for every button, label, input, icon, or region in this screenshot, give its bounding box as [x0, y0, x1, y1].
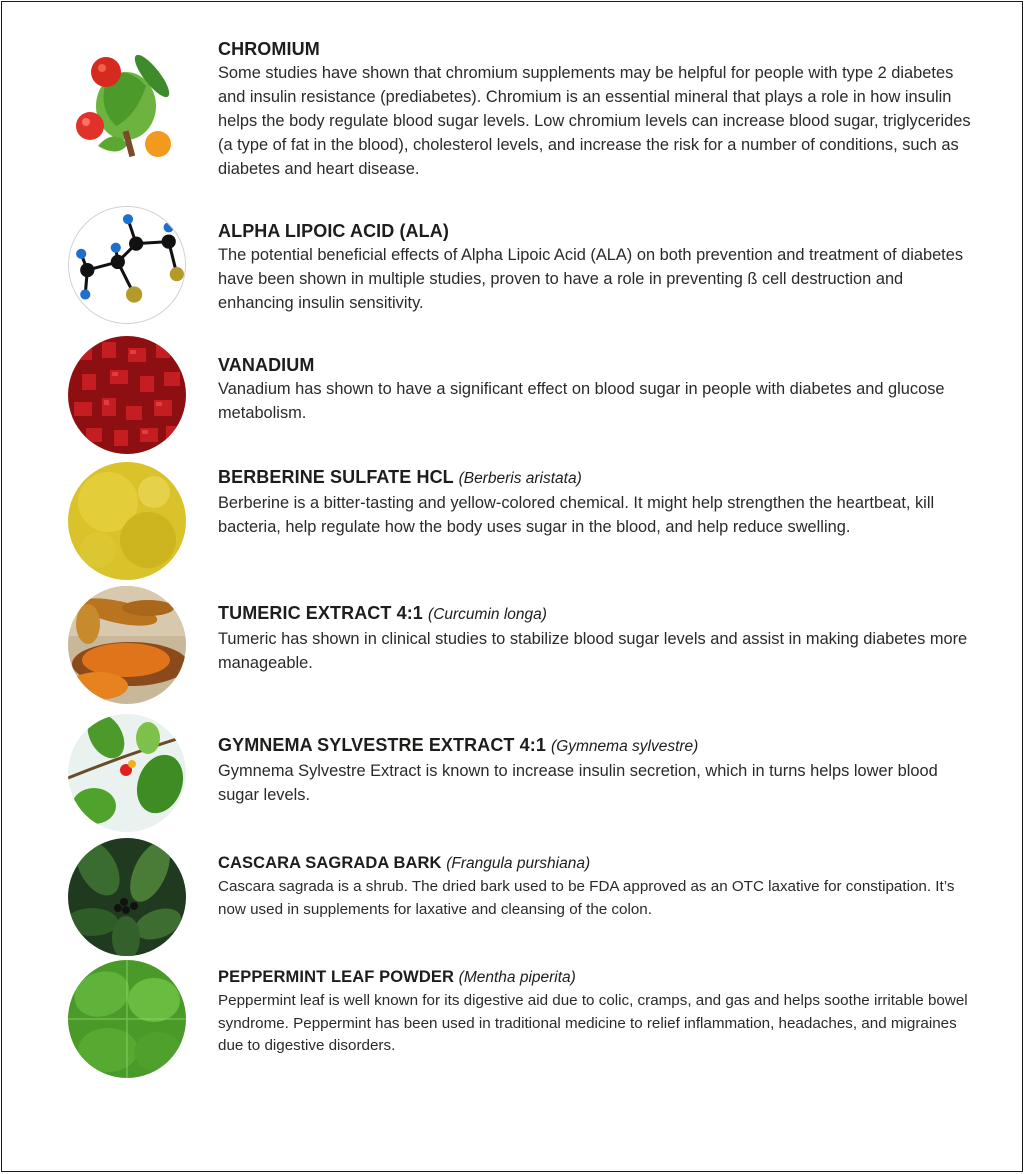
- ingredient-text: [218, 466, 978, 539]
- ingredient-text: [218, 220, 978, 315]
- ingredient-title: TUMERIC EXTRACT 4:1 (Curcumin longa): [218, 603, 547, 623]
- ingredient-title: CHROMIUM: [218, 39, 320, 59]
- ingredient-description: Tumeric has shown in clinical studies to stabilize blood sugar levels and assist in making diabetes more manageable.: [218, 630, 968, 672]
- ingredient-title: BERBERINE SULFATE HCL (Berberis aristata): [218, 467, 582, 487]
- molecule-icon: [68, 206, 186, 324]
- vegetables-icon: [68, 46, 186, 164]
- ingredient-description: Peppermint leaf is well known for its digestive aid due to colic, cramps, and gas and helps soothe irritable bowel syndrome. Peppermint has been used in traditional medicine to relief inflammation, headaches, and migraines due to digestive disorders.: [218, 992, 968, 1054]
- ingredient-text: [218, 852, 978, 921]
- peppermint-icon: [68, 960, 186, 1078]
- ingredient-description: Some studies have shown that chromium supplements may be helpful for people with type 2 diabetes and insulin resistance (prediabetes). Chromium is an essential mineral that plays a role in how insulin helps the body regulate blood sugar levels. Low chromium levels can increase blood sugar, triglycerides (a type of fat in the blood), cholesterol levels, and increase the risk for a number of conditions, such as diabetes and heart disease.: [218, 64, 971, 178]
- ingredient-description: Berberine is a bitter-tasting and yellow-colored chemical. It might help strengthen the heartbeat, kill bacteria, help regulate how the body uses sugar in the blood, and help reduce swelling.: [218, 494, 935, 536]
- red-crystals-icon: [68, 336, 186, 454]
- ingredient-text: [218, 734, 978, 807]
- ingredient-title: ALPHA LIPOIC ACID (ALA): [218, 221, 449, 241]
- ingredient-title: VANADIUM: [218, 355, 315, 375]
- cascara-leaves-icon: [68, 838, 186, 956]
- ingredient-description: Gymnema Sylvestre Extract is known to increase insulin secretion, which in turns helps lower blood sugar levels.: [218, 762, 938, 804]
- ingredient-text: [218, 966, 978, 1058]
- ingredients-page: [1, 1, 1023, 1172]
- ingredient-text: [218, 354, 978, 425]
- ingredient-description: Vanadium has shown to have a significant effect on blood sugar in people with diabetes and glucose metabolism.: [218, 380, 945, 422]
- ingredient-title: CASCARA SAGRADA BARK (Frangula purshiana): [218, 854, 591, 872]
- ingredient-description: Cascara sagrada is a shrub. The dried bark used to be FDA approved as an OTC laxative for constipation. It’s now used in supplements for laxative and cleansing of the colon.: [218, 878, 955, 918]
- turmeric-icon: [68, 586, 186, 704]
- ingredient-title: GYMNEMA SYLVESTRE EXTRACT 4:1 (Gymnema sylvestre): [218, 735, 699, 755]
- ingredient-text: [218, 602, 978, 675]
- ingredient-description: The potential beneficial effects of Alpha Lipoic Acid (ALA) on both prevention and treatment of diabetes have been shown in multiple studies, proven to have a role in preventing ß cell destruction and enhancing insulin sensitivity.: [218, 246, 964, 312]
- ingredient-title: PEPPERMINT LEAF POWDER (Mentha piperita): [218, 968, 576, 986]
- yellow-powder-icon: [68, 462, 186, 580]
- gymnema-leaves-icon: [68, 714, 186, 832]
- ingredient-text: [218, 38, 978, 181]
